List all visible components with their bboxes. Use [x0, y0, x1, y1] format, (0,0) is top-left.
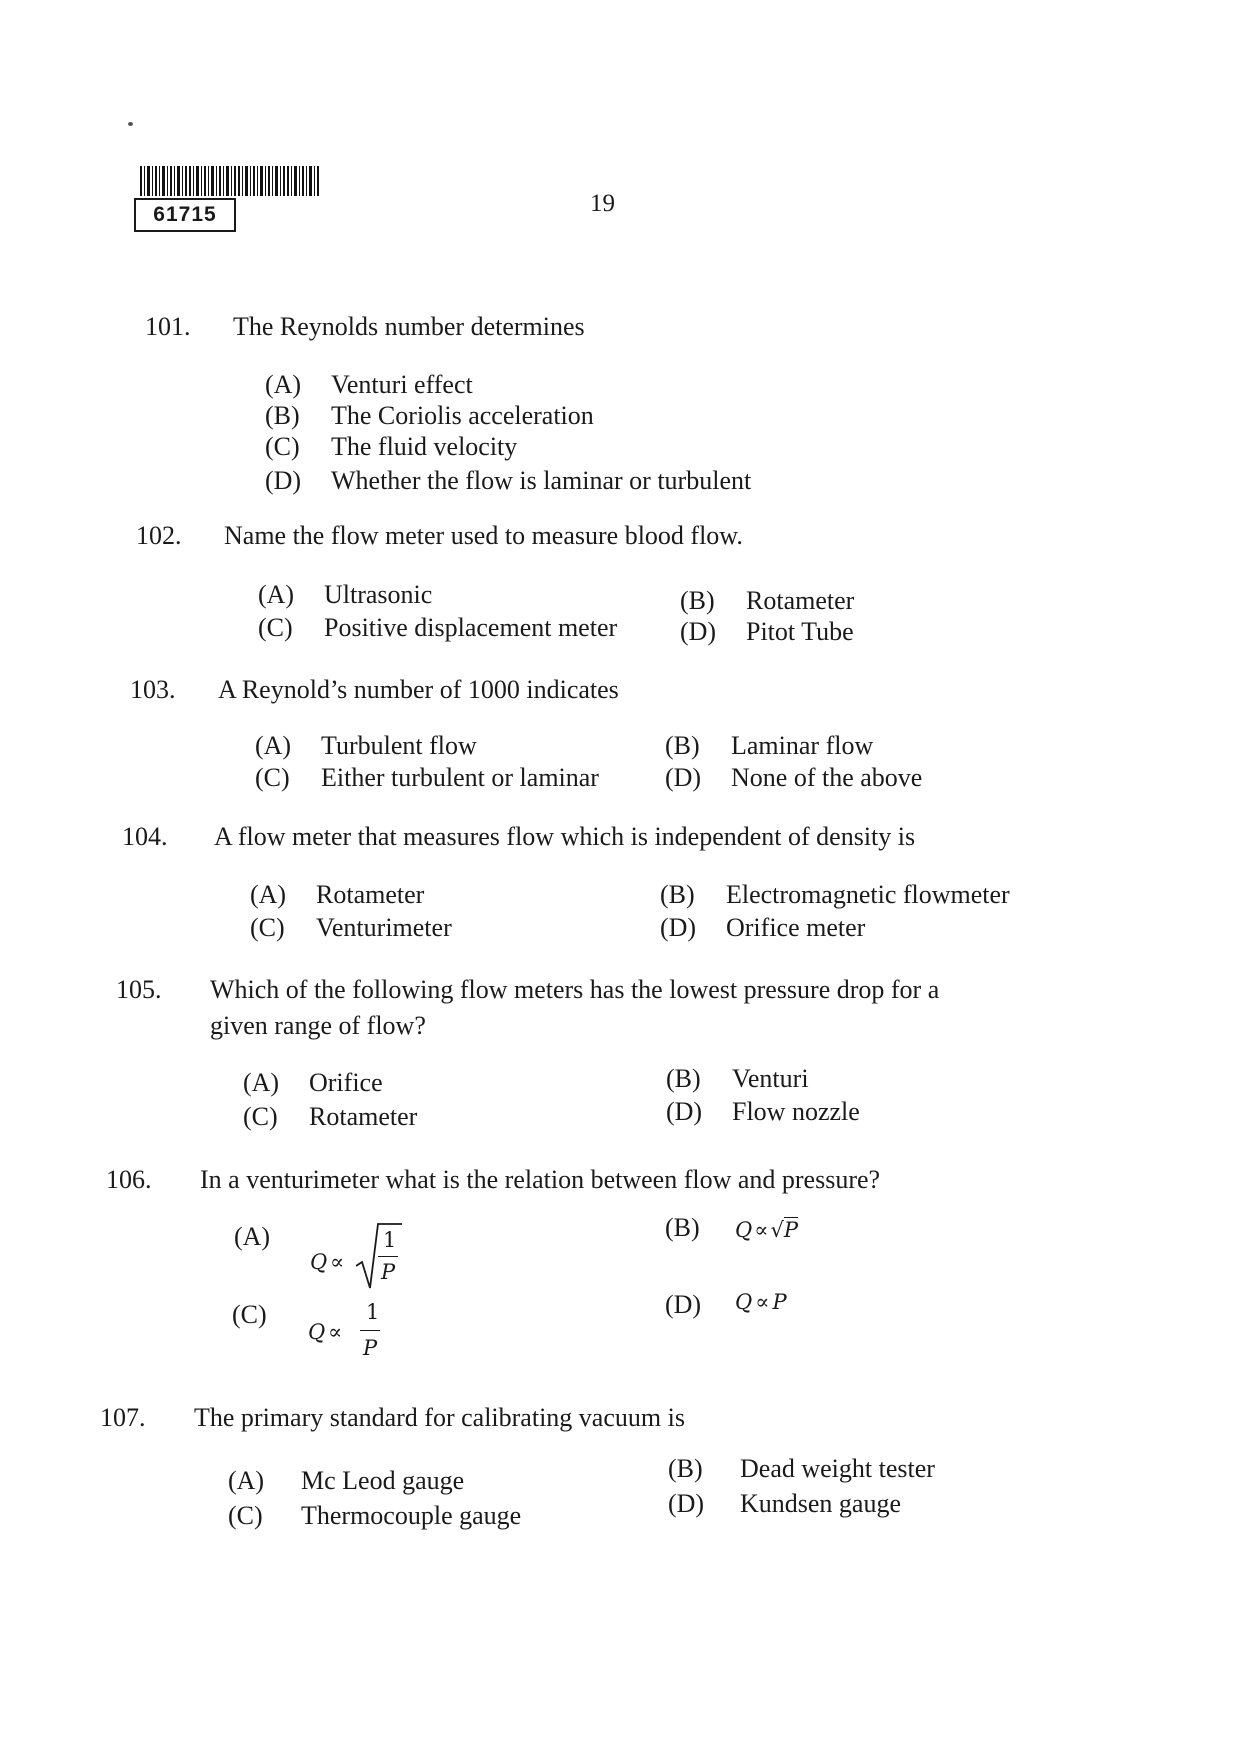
option-text: Venturi effect	[331, 370, 473, 399]
option-b	[666, 1064, 809, 1094]
option-label: (C)	[265, 432, 300, 461]
question-text: The Reynolds number determines	[233, 312, 585, 341]
option-d	[665, 1290, 701, 1320]
option-label: (D)	[665, 763, 702, 792]
option-a	[250, 880, 424, 910]
proportional-symbol: ∝	[328, 1320, 343, 1344]
option-d	[265, 466, 751, 496]
question-number: 107.	[100, 1403, 146, 1432]
proportional-symbol: ∝	[755, 1290, 770, 1314]
option-label: (D)	[660, 913, 697, 942]
formula-lhs: Q	[310, 1250, 328, 1274]
option-text: Dead weight tester	[740, 1454, 935, 1483]
option-b	[668, 1454, 935, 1484]
formula-lhs: Q	[735, 1290, 753, 1314]
option-label: (B)	[680, 586, 715, 615]
option-text: Mc Leod gauge	[301, 1466, 465, 1495]
question-number: 105.	[116, 975, 162, 1004]
option-label: (C)	[258, 613, 293, 642]
option-label: (D)	[665, 1290, 702, 1319]
option-d	[680, 617, 854, 647]
option-label: (A)	[234, 1222, 271, 1251]
option-text: Whether the flow is laminar or turbulent	[331, 466, 752, 495]
option-b	[665, 731, 873, 761]
question-text-line-2: given range of flow?	[210, 1011, 426, 1040]
option-text: Flow nozzle	[732, 1097, 860, 1126]
option-c	[232, 1300, 267, 1330]
option-text: Kundsen gauge	[740, 1489, 902, 1518]
option-b	[680, 586, 854, 616]
scan-speck	[128, 122, 133, 126]
option-label: (A)	[258, 580, 295, 609]
question-text: A Reynold’s number of 1000 indicates	[218, 675, 619, 704]
option-label: (A)	[250, 880, 287, 909]
option-a	[255, 731, 477, 761]
option-c	[228, 1501, 521, 1531]
option-text: Turbulent flow	[321, 731, 477, 760]
proportional-symbol: ∝	[330, 1250, 345, 1274]
sqrt-symbol: √	[770, 1218, 784, 1242]
option-d	[666, 1097, 860, 1127]
formula-lhs: Q	[308, 1320, 326, 1344]
option-label: (D)	[668, 1489, 705, 1518]
option-text: The fluid velocity	[331, 432, 518, 461]
option-label: (C)	[255, 763, 290, 792]
option-label: (B)	[665, 731, 700, 760]
option-label: (D)	[680, 617, 717, 646]
option-text: Electromagnetic flowmeter	[726, 880, 1010, 909]
option-b	[265, 401, 594, 431]
formula-lhs: Q	[735, 1218, 753, 1242]
formula-b	[735, 1218, 798, 1242]
option-c	[255, 763, 599, 793]
option-label: (C)	[228, 1501, 263, 1530]
proportional-symbol: ∝	[754, 1218, 769, 1242]
fraction-denominator: P	[363, 1336, 378, 1360]
fraction-bar	[360, 1330, 380, 1331]
option-text: Rotameter	[309, 1102, 418, 1131]
option-text: Ultrasonic	[324, 580, 433, 609]
option-text: Venturi	[732, 1064, 809, 1093]
fraction-numerator: 1	[383, 1228, 397, 1252]
question-number: 102.	[136, 521, 182, 550]
option-text: Orifice	[309, 1068, 383, 1097]
question-number: 106.	[106, 1165, 152, 1194]
option-label: (A)	[243, 1068, 280, 1097]
option-label: (B)	[668, 1454, 703, 1483]
option-text: Laminar flow	[731, 731, 874, 760]
option-label: (A)	[228, 1466, 265, 1495]
option-label: (B)	[265, 401, 300, 430]
page-number: 19	[590, 190, 615, 217]
option-label: (C)	[232, 1300, 267, 1329]
option-c	[265, 432, 517, 462]
option-c	[258, 613, 617, 643]
option-d	[660, 913, 865, 943]
option-c	[243, 1102, 417, 1132]
formula-d	[735, 1290, 787, 1314]
option-b	[665, 1213, 700, 1243]
option-label: (A)	[265, 370, 302, 399]
option-text: The Coriolis acceleration	[331, 401, 594, 430]
question-text: A flow meter that measures flow which is independent of density is	[214, 822, 916, 851]
fraction-bar	[378, 1256, 398, 1257]
paper-code-box: 61715	[134, 198, 236, 232]
option-text: Orifice meter	[726, 913, 866, 942]
option-text: Either turbulent or laminar	[321, 763, 599, 792]
question-text-line-1: Which of the following flow meters has the lowest pressure drop for a	[210, 975, 940, 1004]
option-label: (B)	[665, 1213, 700, 1242]
option-label: (A)	[255, 731, 292, 760]
option-label: (C)	[250, 913, 285, 942]
question-text: In a venturimeter what is the relation between flow and pressure?	[200, 1165, 881, 1194]
fraction-numerator: 1	[366, 1300, 380, 1324]
question-number: 104.	[122, 822, 168, 851]
question-number: 103.	[130, 675, 176, 704]
formula-rhs: P	[772, 1290, 787, 1314]
question-text: Name the flow meter used to measure blood flow.	[224, 521, 743, 550]
option-text: Thermocouple gauge	[301, 1501, 522, 1530]
option-text: Positive displacement meter	[324, 613, 618, 642]
option-text: Pitot Tube	[746, 617, 854, 646]
option-b	[660, 880, 1010, 910]
option-d	[668, 1489, 901, 1519]
option-a	[265, 370, 473, 400]
fraction-denominator: P	[381, 1260, 396, 1284]
radicand: P	[783, 1218, 798, 1242]
option-label: (D)	[666, 1097, 703, 1126]
option-label: (C)	[243, 1102, 278, 1131]
option-a	[243, 1068, 383, 1098]
option-label: (B)	[666, 1064, 701, 1093]
option-c	[250, 913, 452, 943]
option-text: None of the above	[731, 763, 923, 792]
option-label: (D)	[265, 466, 302, 495]
option-text: Rotameter	[316, 880, 425, 909]
question-number: 101.	[145, 312, 191, 341]
option-a	[258, 580, 432, 610]
option-label: (B)	[660, 880, 695, 909]
option-a	[228, 1466, 464, 1496]
option-text: Venturimeter	[316, 913, 452, 942]
option-text: Rotameter	[746, 586, 855, 615]
option-d	[665, 763, 922, 793]
barcode-image	[140, 166, 320, 196]
question-text: The primary standard for calibrating vacuum is	[194, 1403, 685, 1432]
option-a	[234, 1222, 270, 1252]
